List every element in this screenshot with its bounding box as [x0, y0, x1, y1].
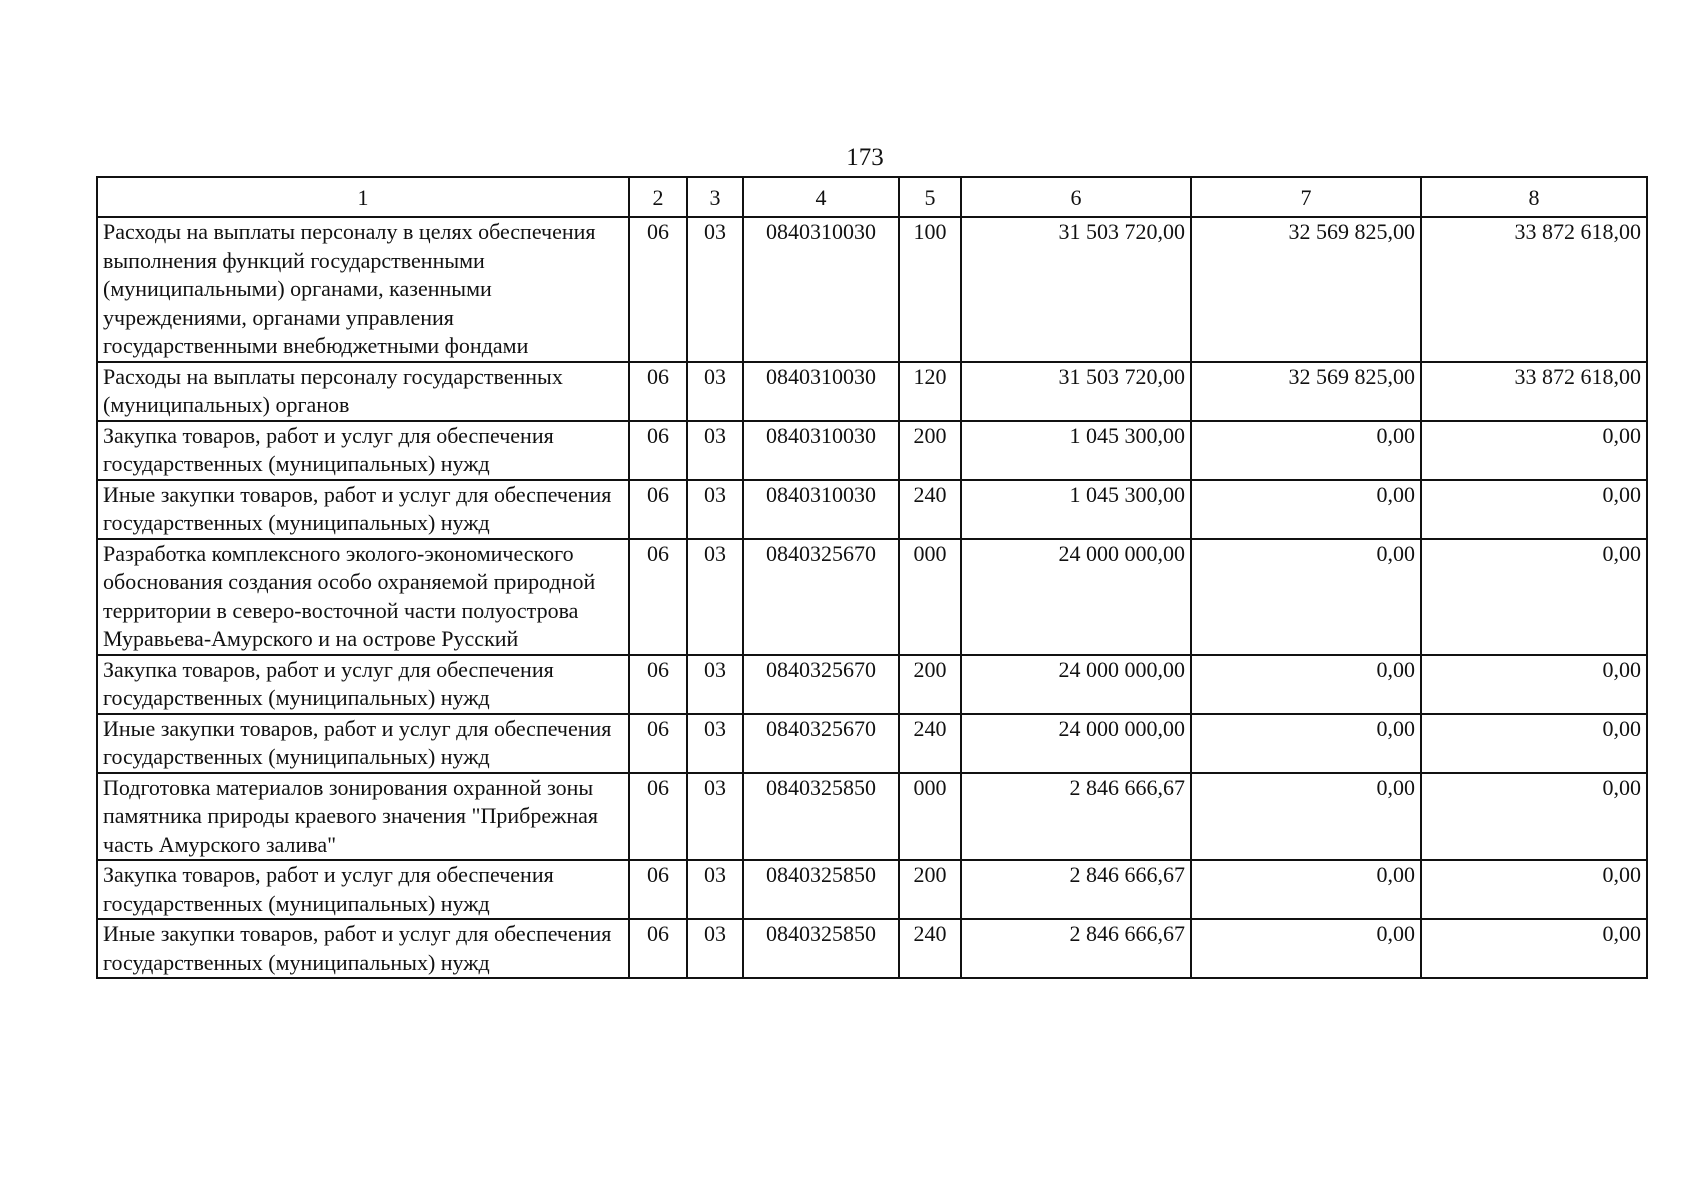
- row-expense-type-cell: 000: [899, 539, 961, 655]
- row-name-cell: Иные закупки товаров, работ и услуг для обеспечения государственных (муниципальных) нужд: [97, 919, 629, 978]
- row-target-article-cell: 0840325670: [743, 539, 899, 655]
- row-target-article-cell: 0840310030: [743, 421, 899, 480]
- row-subsection-cell: 03: [687, 480, 743, 539]
- row-amount-year3-cell: 33 872 618,00: [1421, 217, 1647, 362]
- row-section-cell: 06: [629, 655, 687, 714]
- row-subsection-cell: 03: [687, 714, 743, 773]
- row-amount-year1-cell: 2 846 666,67: [961, 919, 1191, 978]
- row-amount-year1-cell: 2 846 666,67: [961, 860, 1191, 919]
- row-expense-type-cell: 200: [899, 860, 961, 919]
- row-amount-year3-cell: 0,00: [1421, 480, 1647, 539]
- column-header: 4: [743, 177, 899, 217]
- row-section-cell: 06: [629, 714, 687, 773]
- row-expense-type-cell: 240: [899, 480, 961, 539]
- header-row: [97, 177, 1647, 217]
- row-target-article-cell: 0840325670: [743, 714, 899, 773]
- row-amount-year2-cell: 0,00: [1191, 421, 1421, 480]
- column-header: 5: [899, 177, 961, 217]
- table-row: [97, 421, 1647, 480]
- row-amount-year1-cell: 24 000 000,00: [961, 714, 1191, 773]
- row-amount-year3-cell: 0,00: [1421, 539, 1647, 655]
- column-header: 7: [1191, 177, 1421, 217]
- row-amount-year2-cell: 0,00: [1191, 539, 1421, 655]
- row-target-article-cell: 0840310030: [743, 217, 899, 362]
- row-amount-year3-cell: 0,00: [1421, 773, 1647, 861]
- row-amount-year2-cell: 32 569 825,00: [1191, 362, 1421, 421]
- row-section-cell: 06: [629, 421, 687, 480]
- row-name-cell: Расходы на выплаты персоналу в целях обеспечения выполнения функций государственными (муниципальными) органами, казенными учреждениями, органами управления государственными внебюджетными фондами: [97, 217, 629, 362]
- row-amount-year2-cell: 0,00: [1191, 773, 1421, 861]
- table-row: [97, 217, 1647, 362]
- row-name-cell: Иные закупки товаров, работ и услуг для обеспечения государственных (муниципальных) нужд: [97, 480, 629, 539]
- column-header: 8: [1421, 177, 1647, 217]
- column-header: 3: [687, 177, 743, 217]
- row-subsection-cell: 03: [687, 421, 743, 480]
- table-row: [97, 919, 1647, 978]
- table-row: [97, 480, 1647, 539]
- row-name-cell: Расходы на выплаты персоналу государственных (муниципальных) органов: [97, 362, 629, 421]
- row-expense-type-cell: 240: [899, 714, 961, 773]
- row-section-cell: 06: [629, 217, 687, 362]
- row-amount-year3-cell: 33 872 618,00: [1421, 362, 1647, 421]
- row-expense-type-cell: 000: [899, 773, 961, 861]
- row-expense-type-cell: 200: [899, 421, 961, 480]
- row-amount-year1-cell: 31 503 720,00: [961, 217, 1191, 362]
- budget-table: [96, 176, 1648, 979]
- row-section-cell: 06: [629, 480, 687, 539]
- row-amount-year2-cell: 0,00: [1191, 714, 1421, 773]
- row-target-article-cell: 0840325850: [743, 773, 899, 861]
- table-row: [97, 362, 1647, 421]
- row-amount-year2-cell: 0,00: [1191, 655, 1421, 714]
- column-header: 2: [629, 177, 687, 217]
- row-amount-year2-cell: 32 569 825,00: [1191, 217, 1421, 362]
- row-expense-type-cell: 240: [899, 919, 961, 978]
- row-amount-year1-cell: 1 045 300,00: [961, 421, 1191, 480]
- table-row: [97, 714, 1647, 773]
- row-subsection-cell: 03: [687, 217, 743, 362]
- table-row: [97, 539, 1647, 655]
- row-section-cell: 06: [629, 773, 687, 861]
- row-name-cell: Закупка товаров, работ и услуг для обеспечения государственных (муниципальных) нужд: [97, 655, 629, 714]
- row-amount-year3-cell: 0,00: [1421, 919, 1647, 978]
- column-header: 6: [961, 177, 1191, 217]
- page-number: 173: [846, 144, 884, 171]
- row-amount-year1-cell: 24 000 000,00: [961, 539, 1191, 655]
- row-target-article-cell: 0840325670: [743, 655, 899, 714]
- row-amount-year2-cell: 0,00: [1191, 860, 1421, 919]
- row-target-article-cell: 0840325850: [743, 919, 899, 978]
- row-expense-type-cell: 120: [899, 362, 961, 421]
- row-amount-year3-cell: 0,00: [1421, 421, 1647, 480]
- row-section-cell: 06: [629, 919, 687, 978]
- row-amount-year2-cell: 0,00: [1191, 919, 1421, 978]
- row-subsection-cell: 03: [687, 539, 743, 655]
- row-section-cell: 06: [629, 860, 687, 919]
- column-header: 1: [97, 177, 629, 217]
- row-subsection-cell: 03: [687, 919, 743, 978]
- table-row: [97, 860, 1647, 919]
- table-row: [97, 773, 1647, 861]
- row-subsection-cell: 03: [687, 773, 743, 861]
- row-target-article-cell: 0840310030: [743, 362, 899, 421]
- row-subsection-cell: 03: [687, 362, 743, 421]
- row-name-cell: Подготовка материалов зонирования охранной зоны памятника природы краевого значения "Прибрежная часть Амурского залива": [97, 773, 629, 861]
- row-amount-year3-cell: 0,00: [1421, 714, 1647, 773]
- row-target-article-cell: 0840325850: [743, 860, 899, 919]
- row-subsection-cell: 03: [687, 655, 743, 714]
- row-expense-type-cell: 200: [899, 655, 961, 714]
- row-amount-year1-cell: 31 503 720,00: [961, 362, 1191, 421]
- row-amount-year1-cell: 1 045 300,00: [961, 480, 1191, 539]
- table-row: [97, 655, 1647, 714]
- row-name-cell: Закупка товаров, работ и услуг для обеспечения государственных (муниципальных) нужд: [97, 421, 629, 480]
- row-name-cell: Иные закупки товаров, работ и услуг для обеспечения государственных (муниципальных) нужд: [97, 714, 629, 773]
- row-amount-year2-cell: 0,00: [1191, 480, 1421, 539]
- row-section-cell: 06: [629, 539, 687, 655]
- row-name-cell: Разработка комплексного эколого-экономического обоснования создания особо охраняемой природной территории в северо-восточной части полуострова Муравьева-Амурского и на острове Русский: [97, 539, 629, 655]
- row-amount-year3-cell: 0,00: [1421, 655, 1647, 714]
- row-section-cell: 06: [629, 362, 687, 421]
- row-amount-year3-cell: 0,00: [1421, 860, 1647, 919]
- row-amount-year1-cell: 24 000 000,00: [961, 655, 1191, 714]
- row-amount-year1-cell: 2 846 666,67: [961, 773, 1191, 861]
- row-target-article-cell: 0840310030: [743, 480, 899, 539]
- row-subsection-cell: 03: [687, 860, 743, 919]
- row-expense-type-cell: 100: [899, 217, 961, 362]
- row-name-cell: Закупка товаров, работ и услуг для обеспечения государственных (муниципальных) нужд: [97, 860, 629, 919]
